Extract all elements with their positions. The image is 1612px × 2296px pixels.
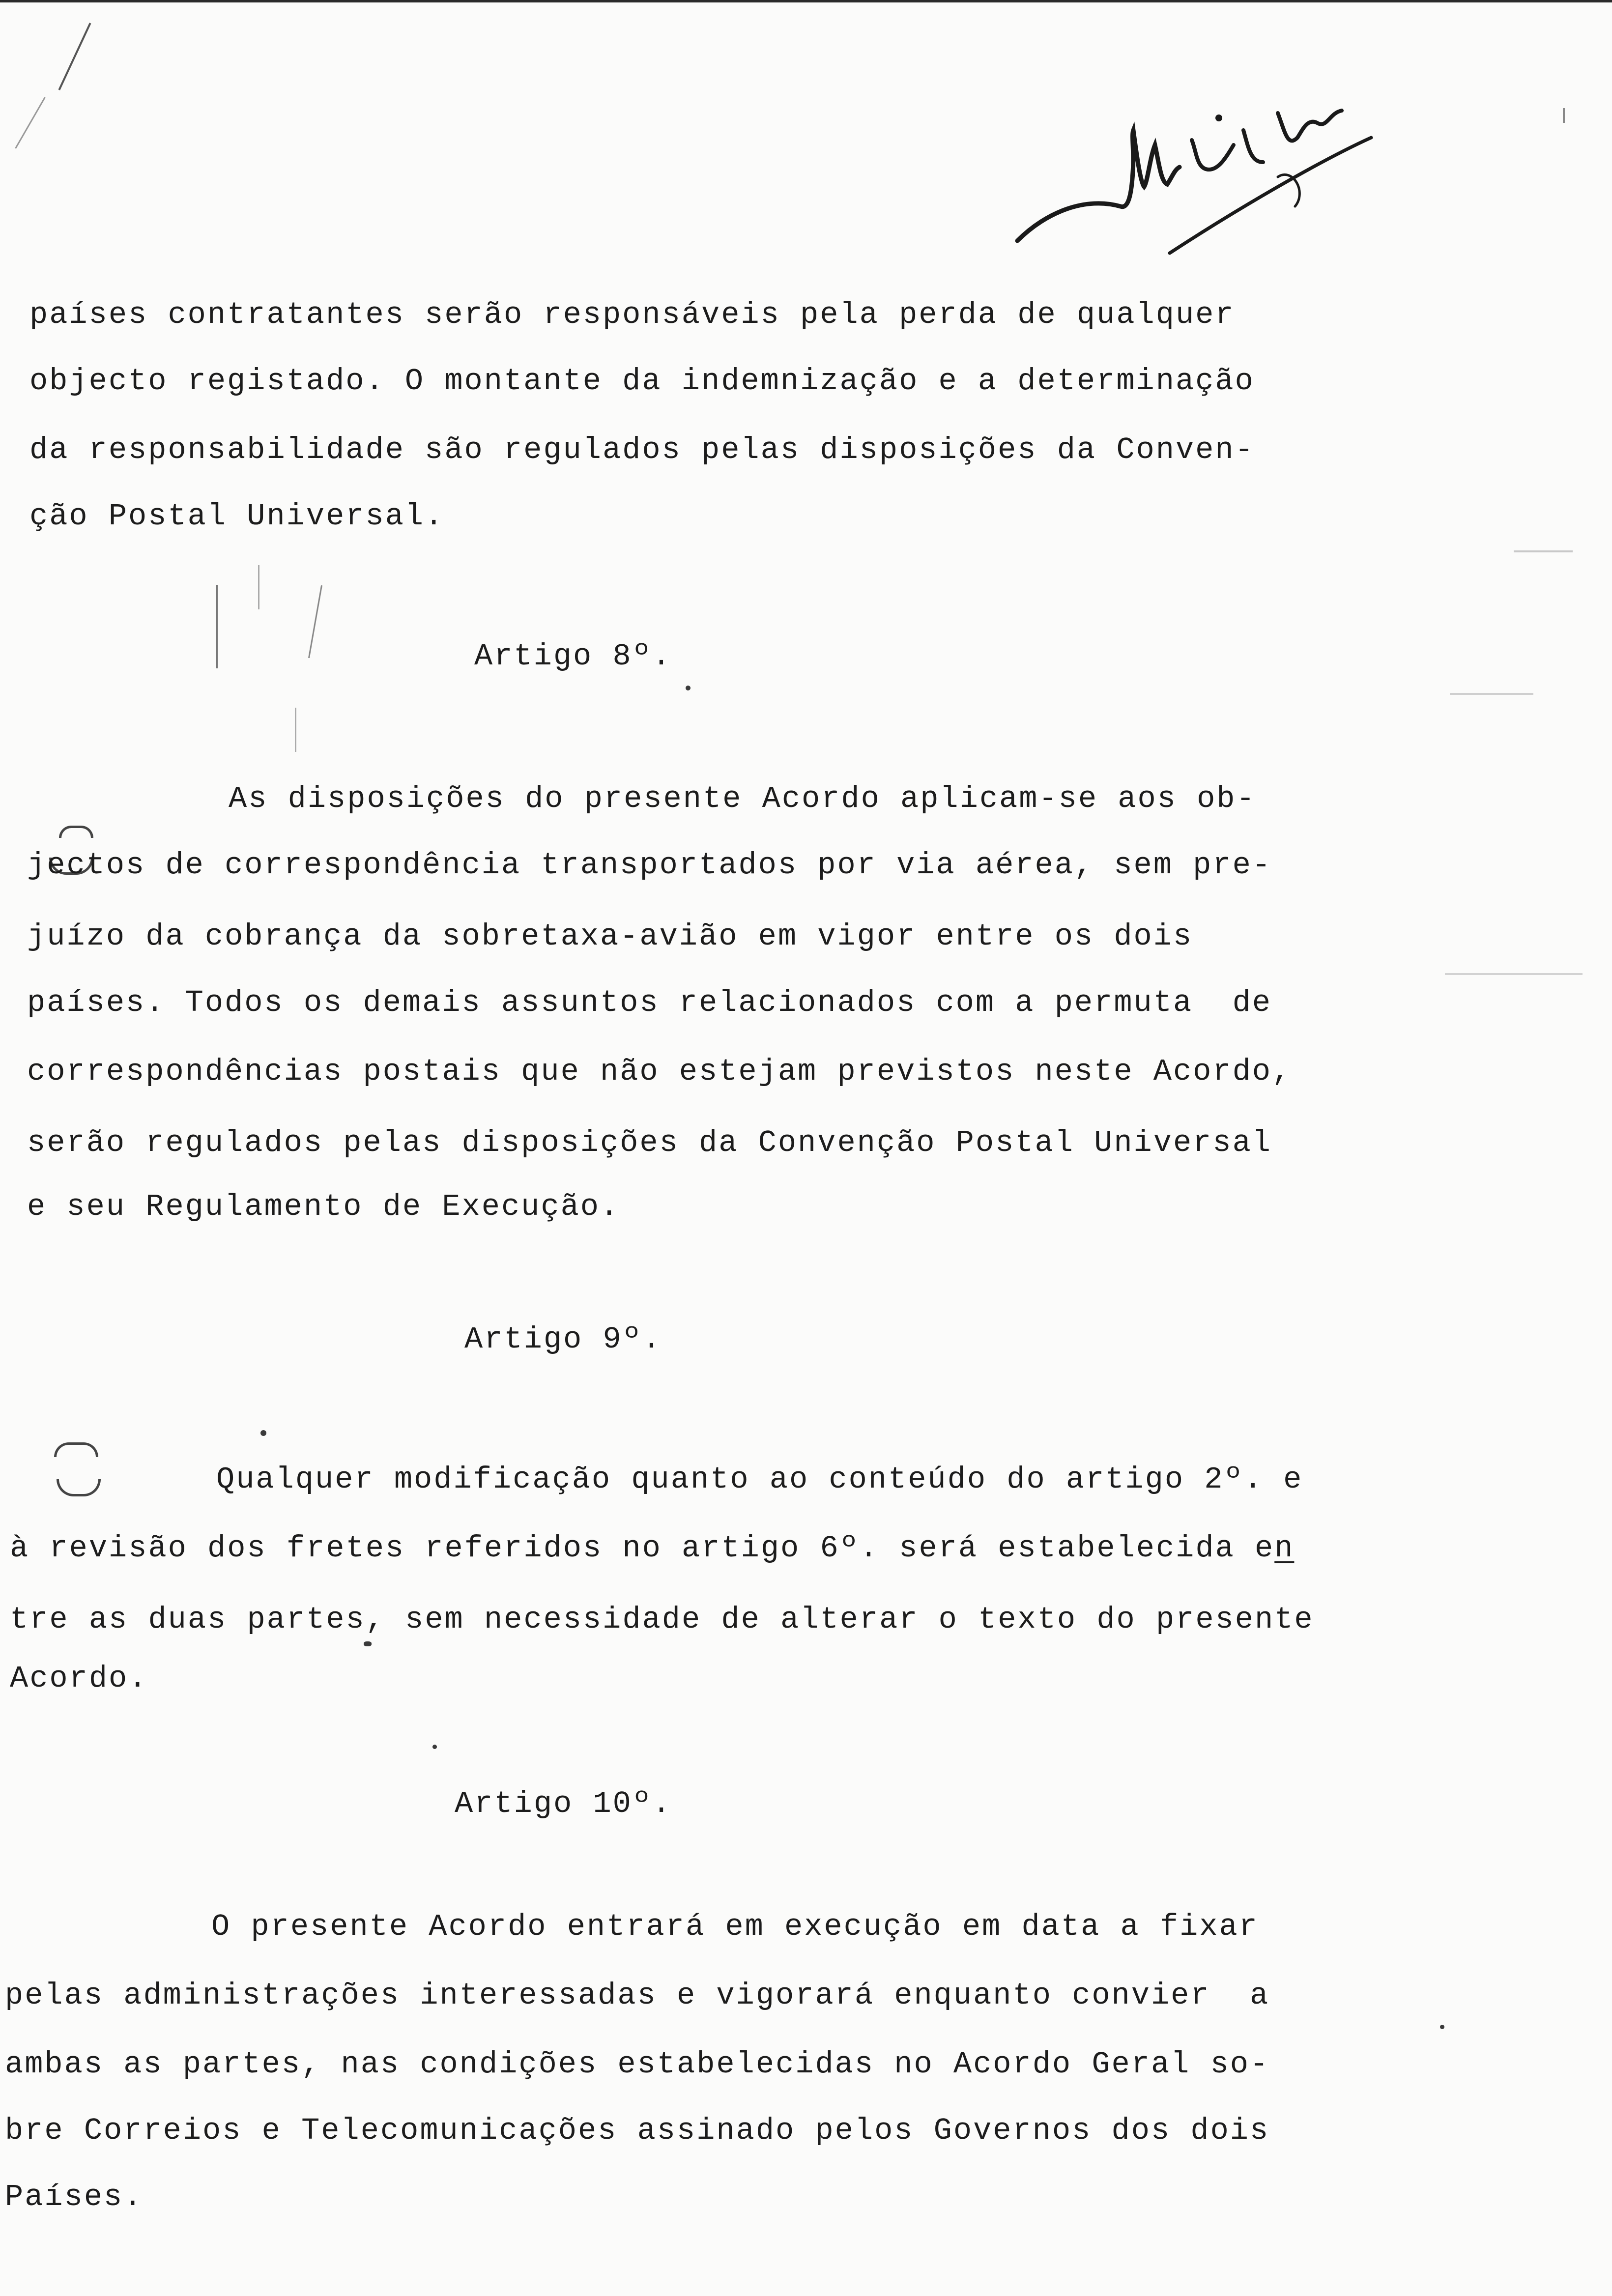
text-line: juízo da cobrança da sobretaxa-avião em vigor entre os dois xyxy=(27,919,1193,954)
text-line: objecto registado. O montante da indemnização e a determinação xyxy=(29,364,1255,399)
text-line: tre as duas partes, sem necessidade de alterar o texto do presente xyxy=(10,1602,1314,1637)
speck xyxy=(686,686,691,690)
speck xyxy=(432,1745,437,1749)
text-line: Qualquer modificação quanto ao conteúdo do artigo 2º. e xyxy=(216,1462,1303,1497)
scan-noise xyxy=(1450,693,1533,695)
margin-mark xyxy=(295,708,296,752)
text-line: ambas as partes, nas condições estabelecidas no Acordo Geral so- xyxy=(5,2047,1270,2082)
text-line: serão regulados pelas disposições da Convenção Postal Universal xyxy=(27,1125,1272,1160)
text-line: ção Postal Universal. xyxy=(29,499,445,534)
speck xyxy=(1440,2025,1444,2029)
text-line: da responsabilidade são regulados pelas disposições da Conven- xyxy=(29,432,1255,467)
text-line: Acordo. xyxy=(10,1661,148,1696)
top-rule xyxy=(0,0,1612,2)
text-line: pelas administrações interessadas e vigorará enquanto convier a xyxy=(5,1978,1270,2013)
text-line: e seu Regulamento de Execução. xyxy=(27,1189,620,1224)
text-line: correspondências postais que não estejam previstos neste Acordo, xyxy=(27,1054,1292,1089)
margin-mark xyxy=(15,97,46,148)
text-line xyxy=(10,1533,1294,1564)
speck xyxy=(260,1430,266,1436)
margin-mark xyxy=(258,565,259,609)
text-line: bre Correios e Telecomunicações assinado pelos Governos dos dois xyxy=(5,2113,1270,2148)
scan-noise xyxy=(1445,973,1583,975)
correction-mark xyxy=(57,1479,101,1496)
handwritten-signature xyxy=(1003,84,1386,270)
correction-mark xyxy=(54,1442,98,1457)
text-line: As disposições do presente Acordo aplicam-se aos ob- xyxy=(229,781,1256,816)
article-heading: Artigo 8º. xyxy=(474,639,672,674)
text-line: países contratantes serão responsáveis pela perda de qualquer xyxy=(29,297,1235,332)
article-heading: Artigo 10º. xyxy=(455,1786,672,1821)
text-line: países. Todos os demais assuntos relacionados com a permuta de xyxy=(27,985,1272,1020)
text-line: jectos de correspondência transportados por via aérea, sem pre- xyxy=(27,848,1272,883)
margin-mark xyxy=(308,585,322,658)
text-line: Países. xyxy=(5,2180,144,2214)
margin-mark xyxy=(58,23,91,90)
speck xyxy=(364,1641,372,1646)
scan-noise xyxy=(1514,550,1573,552)
margin-mark xyxy=(216,585,218,668)
article-heading: Artigo 9º. xyxy=(464,1322,662,1357)
scan-noise xyxy=(1563,108,1565,123)
underlined-letter: n xyxy=(1274,1531,1295,1566)
text-fragment: à revisão dos fretes referidos no artigo 6º. será estabelecida e xyxy=(10,1531,1275,1566)
text-line: O presente Acordo entrará em execução em data a fixar xyxy=(211,1909,1259,1944)
correction-mark xyxy=(59,826,93,838)
